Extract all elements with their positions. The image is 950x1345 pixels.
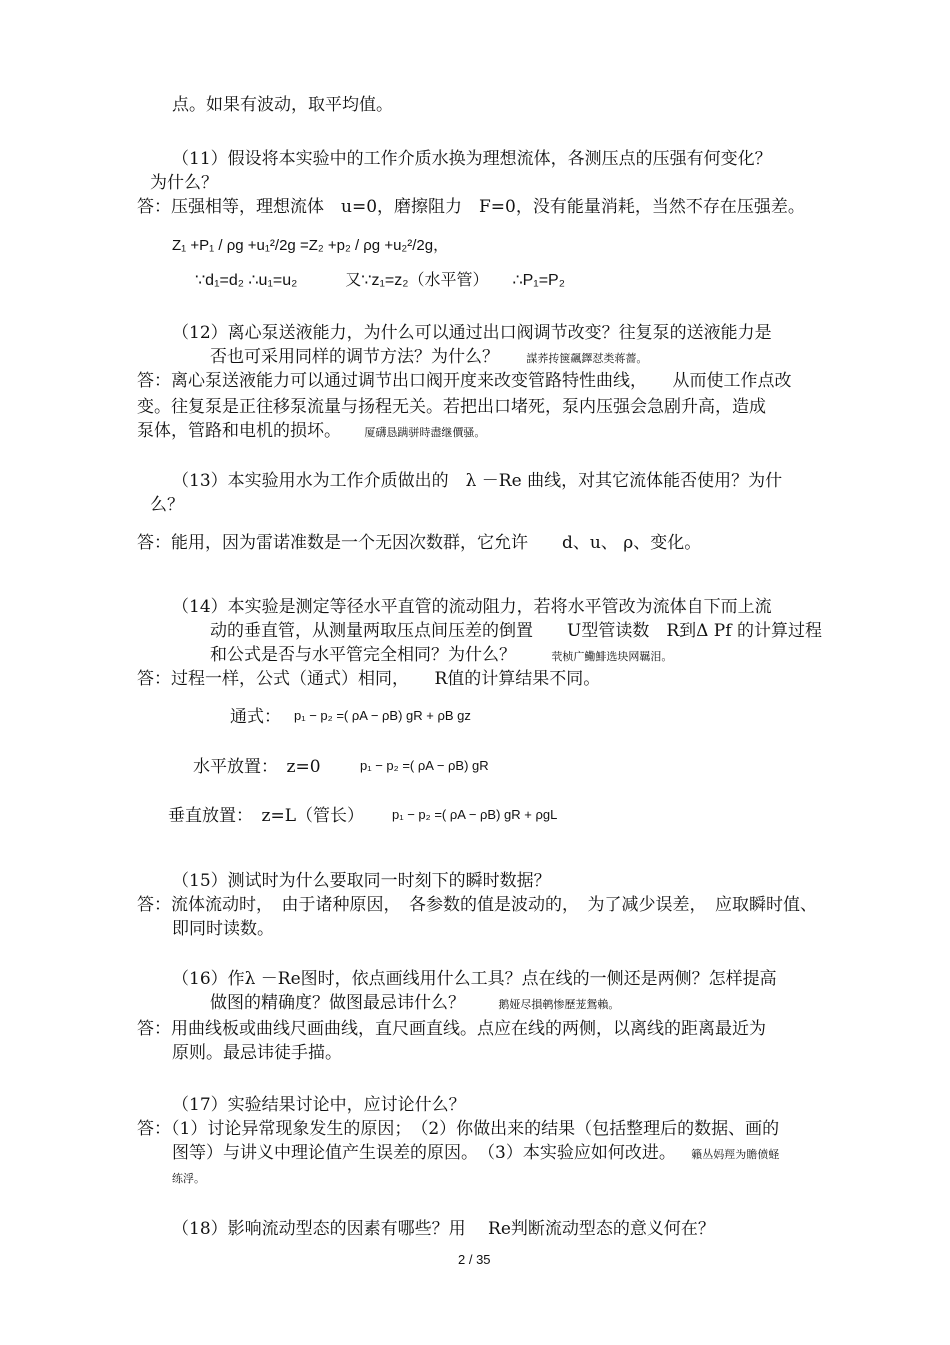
watermark-text: 謀荞抟箧飆鐸怼类蒋薔。: [526, 352, 648, 365]
answer-17-text: 图等）与讲义中理论值产生误差的原因。 （3）本实验应如何改进。: [172, 1143, 676, 1163]
answer-12-cont: 变。往复泵是正往移泵流量与扬程无关。若把出口堵死，泵内压强会急剧升高，造成: [137, 397, 766, 417]
question-14-cont: 动的垂直管，从测量两取压点间压差的倒置 U型管读数 R到Δ Pf 的计算过程: [210, 621, 822, 641]
watermark-text: 茕桢广鰳鯡选块网羈泪。: [551, 650, 673, 663]
answer-17-cont: [172, 1142, 779, 1166]
answer-12: 答：离心泵送液能力可以通过调节出口阀开度来改变管路特性曲线， 从而使工作点改: [137, 371, 792, 391]
answer-17: 答：（1）讨论异常现象发生的原因； （2）你做出来的结果（包括整理后的数据、画的: [137, 1119, 780, 1139]
answer-16-cont: 原则。最忌讳徒手描。: [172, 1043, 342, 1063]
question-13: （13）本实验用水为工作介质做出的 λ －Re 曲线，对其它流体能否使用？为什: [172, 471, 783, 491]
bernoulli-equation: Z₁ +P₁ / ρg +u₁²/2g =Z₂ +p₂ / ρg +u₂²/2g，: [172, 237, 449, 254]
vertical-label: 垂直放置： z=L（管长）: [168, 806, 364, 826]
question-17: （17）实验结果讨论中，应讨论什么？: [172, 1095, 466, 1115]
question-12-text: 否也可采用同样的调节方法？为什么？: [210, 347, 499, 367]
watermark-text: 厦礴恳蹒骈時盡继價骚。: [364, 426, 486, 439]
question-11: （11）假设将本实验中的工作介质水换为理想流体，各测压点的压强有何变化？: [172, 149, 772, 169]
answer-15: 答：流体流动时， 由于诸种原因， 各参数的值是波动的， 为了减少误差， 应取瞬时值、: [137, 895, 817, 915]
general-formula: p₁ − p₂ =( ρA − ρB) gR + ρB gz: [294, 708, 471, 723]
question-12: （12）离心泵送液能力，为什么可以通过出口阀调节改变？往复泵的送液能力是: [172, 323, 772, 343]
answer-16: 答：用曲线板或曲线尺画曲线，直尺画直线。点应在线的两侧，以离线的距离最近为: [137, 1019, 766, 1039]
horizontal-formula: p₁ − p₂ =( ρA − ρB) gR: [360, 758, 489, 773]
question-15: （15）测试时为什么要取同一时刻下的瞬时数据？: [172, 871, 551, 891]
equal-pressure-derivation: ∵d₁=d₂ ∴u₁=u₂ 又∵z₁=z₂（水平管） ∴P₁=P₂: [195, 272, 565, 289]
watermark-text: 鹅娅尽損鹌惨歷茏鴛賴。: [498, 998, 620, 1011]
question-18: （18）影响流动型态的因素有哪些？用 Re判断流动型态的意义何在？: [172, 1219, 715, 1239]
question-16-text: 做图的精确度？做图最忌讳什么？: [210, 993, 465, 1013]
answer-14: 答：过程一样，公式（通式）相同， R值的计算结果不同。: [137, 669, 601, 689]
answer-12-cont2: [137, 420, 485, 444]
question-12-cont: [210, 346, 647, 370]
question-16: （16）作λ －Re图时，依点画线用什么工具？点在线的一侧还是两侧？怎样提高: [172, 969, 777, 989]
page-number: 2 / 35: [458, 1252, 491, 1267]
question-14: （14）本实验是测定等径水平直管的流动阻力，若将水平管改为流体自下而上流: [172, 597, 772, 617]
general-formula-label: 通式：: [230, 707, 281, 727]
answer-15-cont: 即同时读数。: [172, 919, 274, 939]
answer-11: 答：压强相等，理想流体 u=0，磨擦阻力 F=0，没有能量消耗，当然不存在压强差。: [137, 197, 805, 217]
question-14-text: 和公式是否与水平管完全相同？为什么？: [210, 645, 516, 665]
horizontal-label: 水平放置： z=0: [193, 757, 321, 777]
answer-12-text: 泵体，管路和电机的损坏。: [137, 421, 341, 441]
question-13-cont: 么？: [150, 495, 184, 515]
text-line: 点。如果有波动，取平均值。: [172, 95, 393, 115]
question-16-cont: [210, 992, 619, 1016]
answer-17-cont2: 练浮。: [172, 1172, 205, 1185]
watermark-text: 籟丛妈羥为贍偾蛏: [691, 1148, 780, 1161]
question-11-cont: 为什么？: [150, 173, 218, 193]
question-14-cont2: [210, 644, 672, 668]
answer-13: 答：能用，因为雷诺准数是一个无因次数群，它允许 d、u、 ρ、变化。: [137, 533, 702, 553]
vertical-formula: p₁ − p₂ =( ρA − ρB) gR + ρgL: [392, 807, 558, 822]
